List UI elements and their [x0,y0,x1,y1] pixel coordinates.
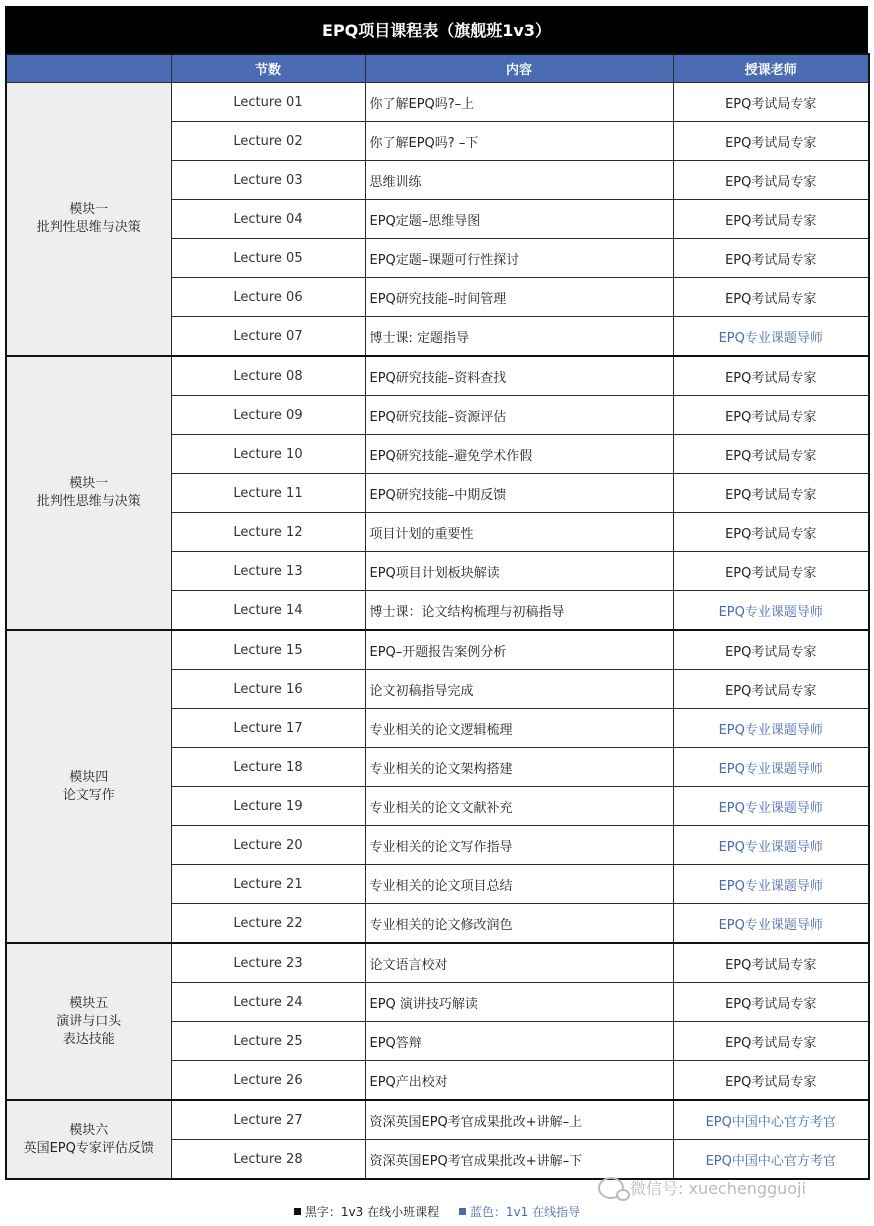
module-cell [6,1100,171,1179]
legend-black: 黑字：1v3 在线小班课程 [304,1205,440,1219]
lecture-cell: Lecture 05 [171,239,365,278]
lecture-cell: Lecture 10 [171,435,365,474]
content-cell: 项目计划的重要性 [365,513,673,552]
table-row [6,630,869,670]
teacher-cell: EPQ考试局专家 [673,161,869,200]
teacher-cell: EPQ考试局专家 [673,670,869,709]
module-label: 批判性思维与决策 [36,220,141,235]
legend [0,1203,874,1220]
module-label: 模块一 [69,202,109,217]
teacher-cell: EPQ考试局专家 [673,1022,869,1061]
content-cell: EPQ研究技能–时间管理 [365,278,673,317]
lecture-cell: Lecture 03 [171,161,365,200]
content-cell: 你了解EPQ吗? –下 [365,122,673,161]
lecture-cell: Lecture 14 [171,591,365,631]
wechat-icon [598,1177,624,1199]
schedule-container [5,6,868,1180]
content-cell: 你了解EPQ吗?–上 [365,83,673,122]
watermark [598,1176,806,1199]
content-cell: EPQ研究技能–资料查找 [365,356,673,396]
schedule-body [6,83,869,1180]
schedule-table [5,53,870,1180]
lecture-cell: Lecture 15 [171,630,365,670]
table-row [6,1100,869,1140]
content-cell: EPQ研究技能–避免学术作假 [365,435,673,474]
table-row [6,356,869,396]
content-cell: EPQ研究技能–中期反馈 [365,474,673,513]
teacher-cell: EPQ考试局专家 [673,474,869,513]
blue-square-icon [459,1208,466,1215]
content-cell: 专业相关的论文写作指导 [365,826,673,865]
lecture-cell: Lecture 04 [171,200,365,239]
lecture-cell: Lecture 12 [171,513,365,552]
lecture-cell: Lecture 21 [171,865,365,904]
lecture-cell: Lecture 07 [171,317,365,357]
content-cell: 博士课: 定题指导 [365,317,673,357]
content-cell: 资深英国EPQ考官成果批改+讲解–下 [365,1140,673,1180]
lecture-cell: Lecture 24 [171,983,365,1022]
teacher-cell: EPQ专业课题导师 [673,865,869,904]
watermark-text: 微信号: xuechengguoji [630,1179,806,1198]
module-cell [6,83,171,357]
teacher-cell: EPQ考试局专家 [673,435,869,474]
lecture-cell: Lecture 18 [171,748,365,787]
teacher-cell: EPQ考试局专家 [673,552,869,591]
teacher-cell: EPQ考试局专家 [673,83,869,122]
module-label: 表达技能 [62,1031,115,1047]
teacher-cell: EPQ考试局专家 [673,1061,869,1101]
header-content: 内容 [365,54,673,83]
content-cell: EPQ答辩 [365,1022,673,1061]
content-cell: EPQ产出校对 [365,1061,673,1101]
teacher-cell: EPQ考试局专家 [673,200,869,239]
content-cell: 专业相关的论文逻辑梳理 [365,709,673,748]
lecture-cell: Lecture 16 [171,670,365,709]
header-row [6,54,869,83]
module-cell [6,356,171,630]
module-cell [6,943,171,1100]
content-cell: 思维训练 [365,161,673,200]
lecture-cell: Lecture 01 [171,83,365,122]
module-label: 英国EPQ专家评估反馈 [23,1140,154,1156]
teacher-cell: EPQ中国中心官方考官 [673,1100,869,1140]
lecture-cell: Lecture 27 [171,1100,365,1140]
module-label: 模块五 [69,995,109,1011]
teacher-cell: EPQ考试局专家 [673,122,869,161]
lecture-cell: Lecture 19 [171,787,365,826]
lecture-cell: Lecture 20 [171,826,365,865]
module-label: 演讲与口头 [56,1013,122,1029]
header-teacher: 授课老师 [673,54,869,83]
content-cell: 专业相关的论文修改润色 [365,904,673,944]
teacher-cell: EPQ专业课题导师 [673,904,869,944]
content-cell: 专业相关的论文架构搭建 [365,748,673,787]
table-row [6,943,869,983]
content-cell: EPQ–开题报告案例分析 [365,630,673,670]
lecture-cell: Lecture 06 [171,278,365,317]
lecture-cell: Lecture 25 [171,1022,365,1061]
lecture-cell: Lecture 08 [171,356,365,396]
teacher-cell: EPQ中国中心官方考官 [673,1140,869,1180]
content-cell: EPQ研究技能–资源评估 [365,396,673,435]
lecture-cell: Lecture 17 [171,709,365,748]
teacher-cell: EPQ考试局专家 [673,630,869,670]
header-module [6,54,171,83]
teacher-cell: EPQ考试局专家 [673,943,869,983]
content-cell: 论文语言校对 [365,943,673,983]
table-row [6,83,869,122]
lecture-cell: Lecture 09 [171,396,365,435]
module-label: 模块六 [69,1122,109,1138]
teacher-cell: EPQ考试局专家 [673,239,869,278]
legend-blue: 蓝色：1v1 在线指导 [469,1205,581,1219]
teacher-cell: EPQ专业课题导师 [673,826,869,865]
lecture-cell: Lecture 26 [171,1061,365,1101]
content-cell: 专业相关的论文项目总结 [365,865,673,904]
lecture-cell: Lecture 22 [171,904,365,944]
content-cell: EPQ 演讲技巧解读 [365,983,673,1022]
teacher-cell: EPQ专业课题导师 [673,787,869,826]
lecture-cell: Lecture 11 [171,474,365,513]
lecture-cell: Lecture 23 [171,943,365,983]
lecture-cell: Lecture 13 [171,552,365,591]
module-label: 批判性思维与决策 [36,494,141,509]
content-cell: EPQ项目计划板块解读 [365,552,673,591]
teacher-cell: EPQ考试局专家 [673,983,869,1022]
content-cell: EPQ定题–课题可行性探讨 [365,239,673,278]
content-cell: 论文初稿指导完成 [365,670,673,709]
header-lecture: 节数 [171,54,365,83]
module-label: 论文写作 [62,787,115,803]
teacher-cell: EPQ考试局专家 [673,513,869,552]
teacher-cell: EPQ专业课题导师 [673,317,869,357]
schedule-title: EPQ项目课程表（旗舰班1v3） [5,6,868,53]
teacher-cell: EPQ专业课题导师 [673,748,869,787]
teacher-cell: EPQ专业课题导师 [673,709,869,748]
content-cell: 资深英国EPQ考官成果批改+讲解–上 [365,1100,673,1140]
module-cell [6,630,171,943]
lecture-cell: Lecture 02 [171,122,365,161]
content-cell: 博士课：论文结构梳理与初稿指导 [365,591,673,631]
teacher-cell: EPQ考试局专家 [673,356,869,396]
teacher-cell: EPQ专业课题导师 [673,591,869,631]
black-square-icon [294,1208,301,1215]
teacher-cell: EPQ考试局专家 [673,278,869,317]
module-label: 模块一 [69,476,109,491]
content-cell: 专业相关的论文文献补充 [365,787,673,826]
content-cell: EPQ定题–思维导图 [365,200,673,239]
module-label: 模块四 [69,769,109,785]
lecture-cell: Lecture 28 [171,1140,365,1180]
teacher-cell: EPQ考试局专家 [673,396,869,435]
